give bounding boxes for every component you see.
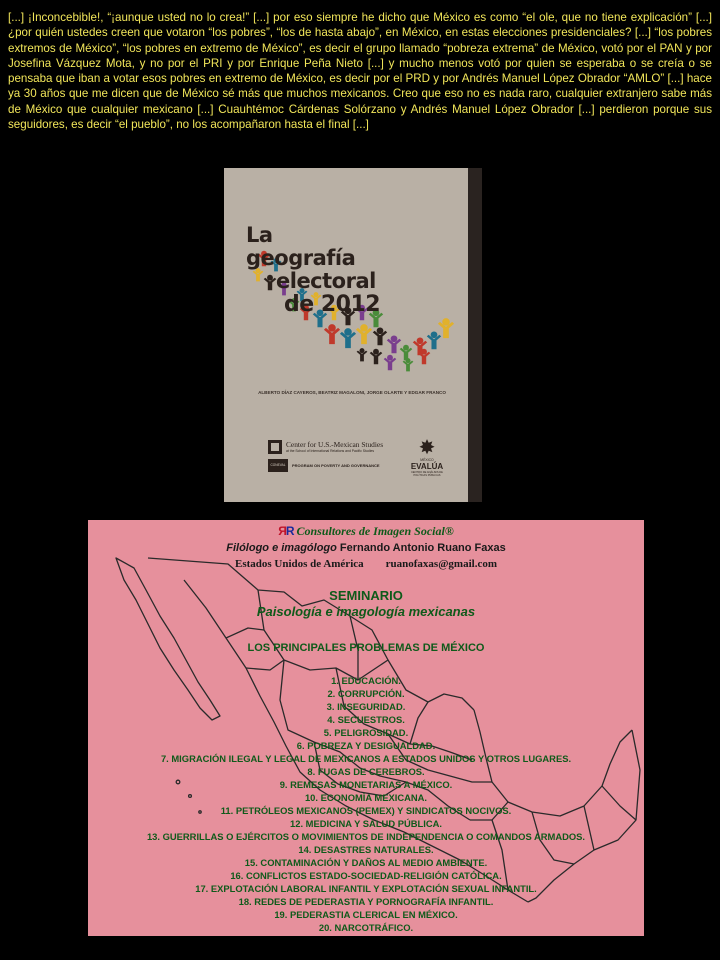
problem-item: 6. POBREZA Y DESIGUALDAD. [296,740,436,751]
book-authors: ALBERTO DÍAZ CAYEROS, BEATRIZ MAGALONI, JORGE OLARTE Y EDGAR FRANCO [258,390,446,395]
problems-heading: LOS PRINCIPALES PROBLEMAS DE MÉXICO [247,642,485,654]
problem-item: 19. PEDERASTIA CLERICAL EN MÉXICO. [274,909,458,920]
publisher-logos [268,440,408,472]
evalua-logo [410,438,444,477]
coneval-logo [268,459,408,472]
cover-figure [357,348,368,361]
cover-figure [387,335,401,353]
problem-item: 17. EXPLOTACIÓN LABORAL INFANTIL Y EXPLOTACIÓN SEXUAL INFANTIL. [195,883,537,894]
seminar-poster [88,520,644,936]
book-title-line-1: La [246,223,273,247]
center-subtitle: at the School of International Relations and Pacific Studies [286,449,375,453]
problem-item: 1. EDUCACIÓN. [331,675,401,686]
cover-figure [427,331,441,349]
book-title-line-3: electoral [276,269,376,293]
problem-item: 15. CONTAMINACIÓN Y DAÑOS AL MEDIO AMBIENTE. [244,857,488,868]
program-name: PROGRAM ON POVERTY AND GOVERNANCE [292,463,380,468]
evalua-star-icon: ✸ [418,437,436,459]
cover-figure [340,328,356,348]
problem-item: 8. FUGAS DE CEREBROS. [307,766,425,777]
problem-item: 20. NARCOTRÁFICO. [318,922,414,933]
problem-item: 5. PELIGROSIDAD. [323,727,409,738]
evalua-name: EVALÚA [410,462,444,471]
author-line [88,542,644,554]
author-email: ruanofaxas@gmail.com [385,558,498,570]
cover-figure [324,324,340,344]
seminar-title: Paisología e imagología mexicanas [256,604,476,619]
cover-figure [373,327,387,345]
book-title-line-2: geografía [246,246,356,270]
cover-figure [356,324,372,344]
problem-item: 10. ECONOMÍA MEXICANA. [304,792,428,803]
contact-line [88,558,644,570]
book-title [246,224,380,316]
author-country: Estados Unidos de América [234,558,364,570]
seminar-heading: SEMINARIO [329,588,403,603]
problem-item: 11. PETRÓLEOS MEXICANOS (PEMEX) Y SINDICATOS NOCIVOS. [220,805,512,816]
cusm-logo [268,440,408,454]
brand-name: Consultores de Imagen Social® [296,524,454,538]
brand-logo-letter-1: Я [278,524,286,538]
book-title-line-4: de 2012 [284,292,381,317]
brand-line [88,524,644,539]
cover-figure [384,355,397,371]
problem-item: 13. GUERRILLAS O EJÉRCITOS O MOVIMIENTOS DE INDEPENDENCIA O COMANDOS ARMADOS. [146,831,586,842]
problem-list [88,674,644,934]
coneval-box: CONEVAL [268,459,288,472]
cover-figure [400,345,413,361]
cusm-text [286,441,383,453]
problem-item: 3. INSEGURIDAD. [326,701,406,712]
center-name: Center for U.S.-Mexican Studies [286,440,384,449]
problem-item: 14. DESASTRES NATURALES. [298,844,434,855]
problem-item: 4. SECUESTROS. [327,714,405,725]
brand-logo-letter-2: R [285,524,294,538]
author-name: Fernando Antonio Ruano Faxas [339,542,506,554]
cover-figure [370,349,383,365]
problem-item: 2. CORRUPCIÓN. [327,688,405,699]
evalua-country: MÉXICO [420,458,434,462]
problem-item: 7. MIGRACIÓN ILEGAL Y LEGAL DE MEXICANOS A ESTADOS UNIDOS Y OTROS LUGARES. [160,753,572,764]
problem-item: 12. MEDICINA Y SALUD PÚBLICA. [290,818,442,829]
cusm-icon [268,440,282,454]
brand-logo [278,524,293,538]
cover-figure [438,318,454,338]
problem-item: 16. CONFLICTOS ESTADO-SOCIEDAD-RELIGIÓN CATÓLICA. [230,870,502,881]
author-role: Filólogo e imagólogo [226,542,337,554]
evalua-subtitle: CENTRO DE ANÁLISIS DE POLÍTICAS PÚBLICAS [411,471,443,477]
cover-spine [468,168,482,502]
book-cover-image [224,168,482,502]
problem-item: 18. REDES DE PEDERASTIA Y PORNOGRAFÍA INFANTIL. [238,896,494,907]
intro-paragraph: [...] ¡Inconcebible!, “¡aunque usted no lo crea!” [...] por eso siempre he dicho que México es como “el ole, que no tiene explicación” [...] ¿por quién ustedes creen que votaron “los pobres”, “los de hasta abajo”, en México, en estas elecciones presidenciales? [...] “los pobres extremos de México”, “los pobres en extremo de México”, es decir el grupo llamado “pobreza extrema” de México, votó por el PAN y por Josefina Vázquez Mota, y no por el PRI y por Enrique Peña Nieto [...] y mucho menos votó por quien se esperaba o se creía o se pensaba que iban a votar esos pobres en extremo de México, es decir por el PRD y por Andrés Manuel López Obrador “AMLO” [...] hace ya 30 años que me dicen que de México sé más que muchos mexicanos. Creo que eso no es nada raro, cualquier extranjero sabe más de México que cualquier mexicano [...] Cuauhtémoc Cárdenas Solórzano y Andrés Manuel López Obrador [...] perdieron porque sus seguidores, es decir “el pueblo”, no los acompañaron hasta el final [...] [8,11,712,132]
problem-item: 9. REMESAS MONETARIAS A MÉXICO. [279,779,453,790]
